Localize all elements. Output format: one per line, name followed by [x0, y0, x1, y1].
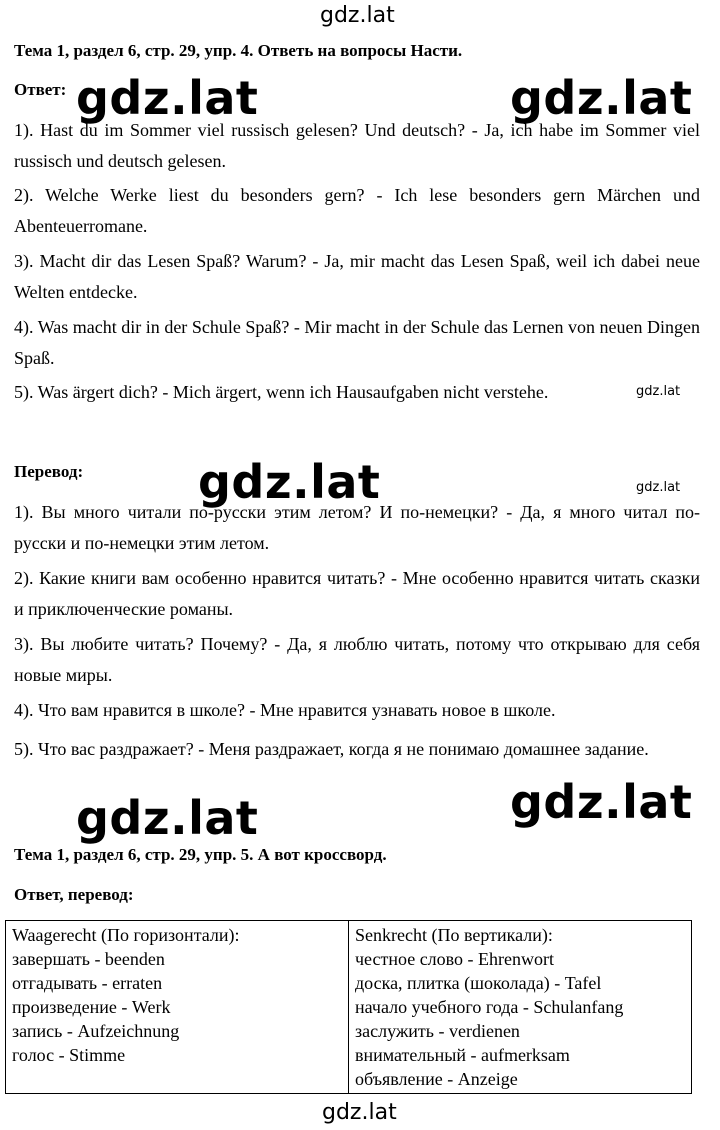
- list-item: доска, плитка (шоколада) - Tafel: [355, 973, 602, 993]
- list-item: начало учебного года - Schulanfang: [355, 997, 624, 1017]
- watermark-tiny: gdz.lat: [636, 480, 681, 495]
- task5-answer-label: Ответ, перевод:: [14, 885, 134, 904]
- list-item: произведение - Werk: [12, 997, 171, 1017]
- list-item: завершать - beenden: [12, 949, 165, 969]
- task4-answer-label: Ответ:: [14, 80, 67, 99]
- translation-item: 1). Вы много читали по-русски этим летом? И по-немецки? - Да, я много читал по-русски и по-немецки этим летом.: [14, 502, 700, 553]
- list-item: объявление - Anzeige: [355, 1069, 518, 1089]
- answer-item: 1). Hast du im Sommer viel russisch gelesen? Und deutsch? - Ja, ich habe im Sommer viel russisch und deutsch gelesen.: [14, 120, 700, 171]
- translation-item: 5). Что вас раздражает? - Меня раздражает, когда я не понимаю домашнее задание.: [14, 739, 649, 759]
- answer-item: 3). Macht dir das Lesen Spaß? Warum? - Ja, mir macht das Lesen Spaß, weil ich dabei neue Welten entdecke.: [14, 251, 700, 302]
- table-row: [6, 921, 692, 1094]
- list-item: честное слово - Ehrenwort: [355, 949, 555, 969]
- list-item: заслужить - verdienen: [355, 1021, 520, 1041]
- list-item: Waagerecht (По горизонтали):: [12, 925, 240, 945]
- horizontal-column: [6, 921, 349, 1094]
- list-item: запись - Aufzeichnung: [12, 1021, 180, 1041]
- task5-title: Тема 1, раздел 6, стр. 29, упр. 5. А вот кроссворд.: [14, 845, 387, 864]
- crossword-table: [5, 920, 692, 1094]
- answer-item: 4). Was macht dir in der Schule Spaß? - Mir macht in der Schule das Lernen von neuen Dingen Spaß.: [14, 317, 700, 368]
- list-item: внимательный - aufmerksam: [355, 1045, 570, 1065]
- task4-title: Тема 1, раздел 6, стр. 29, упр. 4. Ответь на вопросы Насти.: [14, 41, 463, 60]
- list-item: Senkrecht (По вертикали):: [355, 925, 553, 945]
- list-item: отгадывать - erraten: [12, 973, 163, 993]
- list-item: голос - Stimme: [12, 1045, 126, 1065]
- translation-label: Перевод:: [14, 462, 84, 481]
- answer-item: 2). Welche Werke liest du besonders gern? - Ich lese besonders gern Märchen und Abenteuerromane.: [14, 185, 700, 236]
- translation-item: 2). Какие книги вам особенно нравится читать? - Мне особенно нравится читать сказки и приключенческие романы.: [14, 568, 700, 619]
- watermark-bottom: gdz.lat: [322, 1100, 397, 1125]
- watermark-large: gdz.lat: [76, 791, 259, 845]
- translation-item: 3). Вы любите читать? Почему? - Да, я люблю читать, потому что открываю для себя новые миры.: [14, 634, 700, 685]
- watermark-large: gdz.lat: [198, 455, 381, 509]
- watermark-large: gdz.lat: [510, 71, 693, 125]
- vertical-column: [349, 921, 692, 1094]
- watermark-large: gdz.lat: [76, 71, 259, 125]
- watermark-large: gdz.lat: [510, 775, 693, 829]
- translation-item: 4). Что вам нравится в школе? - Мне нравится узнавать новое в школе.: [14, 700, 556, 720]
- watermark-top: gdz.lat: [320, 3, 395, 28]
- answer-item: 5). Was ärgert dich? - Mich ärgert, wenn ich Hausaufgaben nicht verstehe.: [14, 382, 549, 402]
- watermark-tiny: gdz.lat: [636, 384, 681, 399]
